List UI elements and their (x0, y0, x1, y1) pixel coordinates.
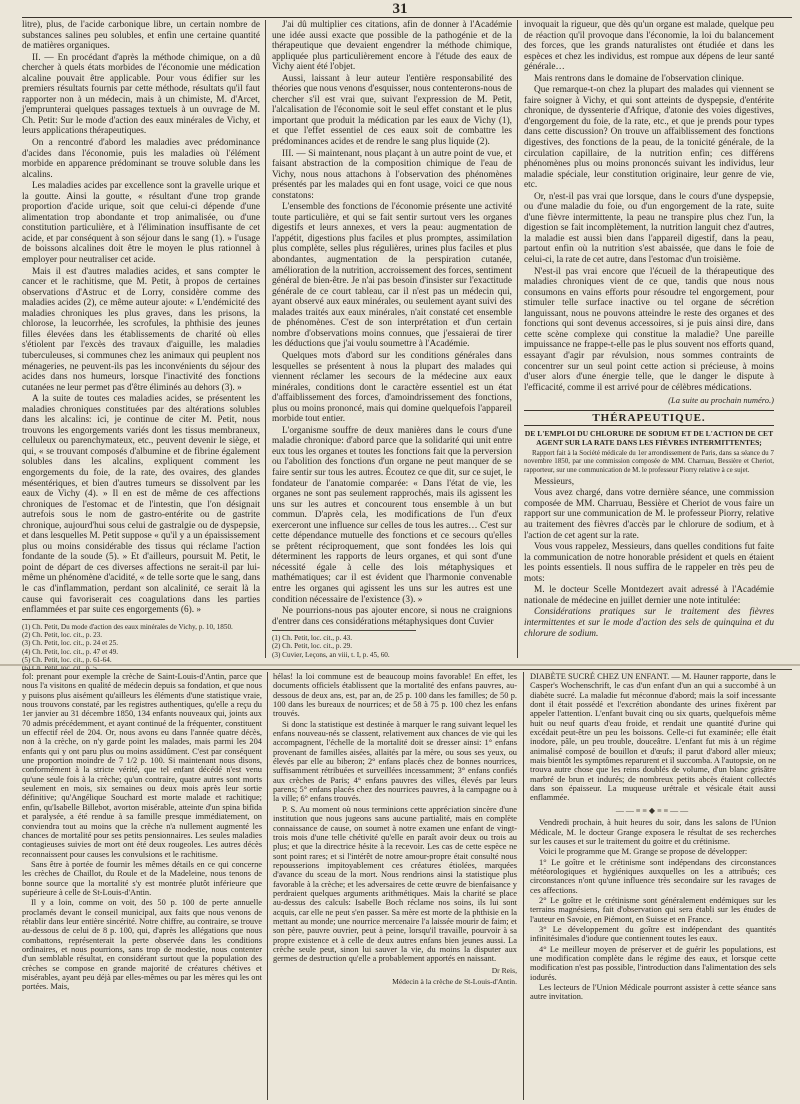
paragraph: 1° Le goître et le crétinisme sont indépendans des circonstances météorologiques et hygiéniques auxquelles on les a attribués; ces circonstances n'ont qu'une influence très secondaire sur les ravages de ces affections. (530, 857, 776, 895)
lower-column-3 (530, 672, 776, 1100)
footnote-rule (22, 619, 165, 620)
paragraph: invoquait la rigueur, que dès qu'un organe est malade, quelque peu de réaction qu'il provoque dans l'économie, la loi du balancement des forces, que les grands naturalistes ont étudiée et dans les espèces et chez les individus, est rompue aux dépens de leur santé générale… (524, 20, 774, 73)
paragraph: M. le docteur Scelle Montdezert avait adressé à l'Académie nationale de médecine en juillet dernier une note intitulée: (524, 585, 774, 606)
paragraph: L'organisme souffre de deux manières dans le cours d'une maladie chronique: d'abord parce que la solidarité qui unit entre eux tous les organes et toutes les fonctions fait que la perversion ou l'abolition des fonctions d'un organe ne peut manquer de se faire sentir sur tous les autres. Écoutez ce que dit, sur ce sujet, le fondateur de l'anatomie comparée: « Dans l'état de vie, les organes ne sont pas seulement rapprochés, mais ils agissent les uns sur les autres et concourent tous ensemble à un but commun. D'après cela, les modifications de l'un d'eux exerceront une influence sur celles de tous les autres… C'est sur cette dépendance mutuelle des fonctions et ce secours qu'elles se prêtent réciproquement, que sont fondées les lois qui déterminent les rapports de leurs organes, et qui sont d'une nécessité égale à celle des lois métaphysiques et mathématiques; car il est évident que l'harmonie convenable entre les organes qui agissent les uns sur les autres est une condition nécessaire de l'existence (3). » (272, 425, 512, 605)
footnote: (4) Ch. Petit, loc. cit., p. 47 et 49. (22, 647, 119, 656)
footnote: (1) Ch. Petit, Du mode d'action des eaux minérales de Vichy, p. 10, 1850. (22, 622, 233, 631)
upper-column-2 (272, 20, 512, 660)
lower-column-1 (22, 672, 262, 1100)
footnote-rule (272, 630, 416, 631)
paragraph: Voici le programme que M. Grange se propose de développer: (539, 847, 748, 857)
paragraph: J'ai dû multiplier ces citations, afin de donner à l'Académie une idée aussi exacte que possible de la pathogénie et de la thérapeutique que devaient engendrer la méthode chimique, appliquée plus particulièrement encore à l'étude des eaux de Vichy aient été l'objet. (272, 20, 512, 73)
paragraph: Ne pourrions-nous pas ajouter encore, si nous ne craignions d'entrer dans ces considérations métaphysiques dont Cuvier (272, 606, 512, 627)
paragraph: fol: prenant pour exemple la crèche de Saint-Louis-d'Antin, parce que nous l'a visitons en qualité de médecin depuis sa fondation, et que nous y puisons plus aisément qu'ailleurs les éléments d'une statistique vraie, nous trouvons constaté, par les registres authentiques, qu'elle a reçu du 1er janvier au 31 décembre 1850, 134 enfants nouveaux qui, joints aux 70 admis précédemment, et ayant continué de la fréquenter, constituent un effectif réel de 204. Or, nous avons eu dans l'année quatre décès, non à la crèche, on n'y garde point les malades, mais parmi les 204 enfants qui y ont paru plus ou moins assidûment. C'est par conséquent une proportion moindre de 7 1/2 p. 100. Si maintenant nous disons, conformément à la stricte vérité, que tel enfant décédé n'est venu qu'une seule fois à la crèche; qu'un contraire, quatre autres sont morts seulement en mois, six semaines ou deux mois après leur sortie définitive; qu'Angélique Souchard est morte malade et rachitique; enfin, qu'Isabelle Billebot, avorton misérable, atteinte d'un spina bifida et paralysée, a été rendue à sa famille presque immédiatement, on conviendra tout au moins que la crèche n'a nullement augmenté les chances de mortalité pour ses petits pensionnaires. Les seules maladies contagieuses suivies de mort ont été deux rougeoles. Les autres décès reconnaissent pour causes les convulsions et le rachitisme. (22, 672, 262, 859)
paragraph: Considérations pratiques sur le traitement des fièvres intermittentes et sur le mode d'action des sels de quinquina et du chlorure de sodium. (524, 607, 774, 639)
paragraph: A la suite de toutes ces maladies acides, se présentent les maladies chroniques constituées par des altérations solubles dans les alcalins: ici, je continue de citer M. Petit, nous trouvons les engorgements variés dont les tissus membraneux, celluleux ou parenchymateux, etc., peuvent devenir le siège, et qui, « se trouvant composés d'albumine et de fibrine également solubles dans les alcalins, expliquent comment les engorgements du foie, de la rate, des ovaires, des glandes mésentériques, et bien d'autres tumeurs se dissolvent par les eaux de Vichy (4). » Il en est de même de ces affections chroniques de l'estomac et de l'intestin, que l'on désignait autrefois sous le nom de gastro-entérite ou de gastrite chronique, aujourd'hui sous celui de gastralgie ou de dyspepsie, et dans lesquelles M. Petit suppose « qu'il y a un épaississement plus ou moins considérable des tissus qui réclame l'action fondante de la soude (5). » Et d'ailleurs, poursuit M. Petit, le point de départ de ces diverses affections ne serait-il par lui-même un phénomène d'acidité, « de telle sorte que le sang, dans le cas d'inflammation, perdant son alcalinité, ce serait là la cause qui favoriserait ces coagulations dans les parties enflammées et par suite ces engorgements (6). » (22, 394, 260, 616)
signature-name: Dr Reis, (491, 965, 517, 975)
article-heading: DE L'EMPLOI DU CHLORURE DE SODIUM ET DE L'ACTION DE CET AGENT SUR LA RATE DANS LES FIÈVRES INTERMITTENTES; (524, 429, 774, 448)
paragraph: Quelques mots d'abord sur les conditions générales dans lesquelles se présentent à nous la plupart des malades qui viennent réclamer les secours de la médecine aux eaux minérales, conditions dont le caractère essentiel est un état d'affaiblissement des forces, d'amoindrissement des fonctions, plus ou moins prononcé, mais qui domine quelquefois l'appareil morbide tout entier. (272, 350, 512, 425)
footnotes (272, 634, 512, 659)
paragraph: DIABÈTE SUCRÉ CHEZ UN ENFANT. — M. Hauner rapporte, dans le Casper's Wochenschrift, le cas d'un enfant d'un an qui a succombé à un diabète sucré. La maladie fut méconnue d'abord; mais la soif incessante dont il était possédé et l'excrétion abondante des urines fixèrent par appeler l'attention. L'enfant buvait cinq ou six quarts, quelquefois même huit ou neuf quarts d'eau froide, et rendait une quantité d'urine qui excédait peut-être un peu les boissons. Celle-ci fut examinée; elle était inodore, pâle, un peu trouble, douceâtre. L'enfant fut mis à un régime animalisé composé de bouillon et d'œufs; il parut d'abord aller mieux; mais bientôt les symptômes reparurent et il succomba. A l'autopsie, on ne trouva autre chose que les reins doublés de volume, d'un blanc grisâtre marbré de brun et indurés; de nombreux petits abcès étaient collectés dans son épaisseur. La muqueuse urétrale et vésicale était aussi enflammée. (530, 672, 776, 803)
paragraph: II. — En procédant d'après la méthode chimique, on a dû chercher à quels états morbides de l'économie une médication alcaline pouvait être applicable. Pour vous édifier sur les premiers résultats fournis par cette méthode, résultats qu'il faut rapporter non à un médecin, mais à un chimiste, M. d'Arcet, j'emprunterai quelques passages textuels à un ouvrage de M. Ch. Petit: Sur le mode d'action des eaux minérales de Vichy, et leurs applications thérapeutiques. (22, 52, 260, 137)
paragraph: Mais il est d'autres maladies acides, et sans compter le cancer et le rachitisme, que M. Petit, à propos de certaines observations d'Astruc et de Lorry, considère comme des maladies acides (2), ce même auteur ajoute: « L'endémicité des maladies chroniques les plus graves, dans les prisons, la chlorose, la leucorrhée, les scrofules, la phthisie des jeunes filles élevées dans les établissements de charité où elles s'étiolent par l'excès des travaux d'aiguille, les maladies tuberculeuses, si communes chez les animaux qui peuplent nos ménageries, ne peuvent-ils pas les inconvénients du séjour des acides dans nos humeurs, lorsque l'inactivité des fonctions cutanées ne leur permet pas d'être éliminés au dehors (3). » (22, 266, 260, 393)
paragraph: Les maladies acides par excellence sont la gravelle urique et la goutte. Ainsi la goutte, « résultant d'une trop grande proportion d'acide urique, soit que celui-ci dépende d'une alimentation trop abondante et trop animalisée, ou d'une constitution particulière, et à l'élimination insuffisante de cet acide, et par conséquent à son séjour dans le sang (1). » l'usage de boissons alcalines doit être le moyen le plus rationnel à employer pour neutraliser cet acide. (22, 181, 260, 266)
paragraph: Messieurs, (534, 476, 575, 487)
paragraph: Si donc la statistique est destinée à marquer le rang suivant lequel les enfans nouveau-nés se classent, relativement aux chances de vie qui les accompagnent, l'échelle de la mortalité doit se dresser ainsi: 1° enfans provenant de familles aisées, allaités par la mère, ou sous ses yeux, ou élevés par elle au biberon; 2° enfans placés chez de bonnes nourrices, suffisamment rétribuées et surveillées incessamment; 3° enfans confiés aux crèches de Paris; 4° enfans pauvres des villes, élevés par leurs parens; 5° enfans placés chez des nourrices pauvres, à la campagne ou à la ville; 6° enfans trouvés. (273, 719, 517, 804)
paragraph: III. — Si maintenant, nous plaçant à un autre point de vue, et faisant abstraction de la composition chimique de l'eau de Vichy, nous nous attachons à l'observation des phénomènes présentés par les malades qui en font usage, voici ce que nous constatons: (272, 148, 512, 201)
paragraph: Vendredi prochain, à huit heures du soir, dans les salons de l'Union Médicale, M. le docteur Grange exposera le résultat de ses recherches sur les causes et sur le traitement du goitre et du crétinisme. (530, 818, 776, 846)
paragraph: 3° Le développement du goître est indépendant des quantités infinitésimales d'iodure que contiennent toutes les eaux. (530, 924, 776, 944)
footnote: (2) Ch. Petit, loc. cit., p. 23. (22, 630, 103, 639)
paragraph: litre), plus, de l'acide carbonique libre, un certain nombre de substances salines peu solubles, et enfin une certaine quantité de matières organiques. (22, 20, 260, 52)
paragraph: Aussi, laissant à leur auteur l'entière responsabilité des théories que nous venons d'esquisser, nous contenterons-nous de chercher s'il est vrai que, suivant l'expression de M. Petit, l'alcalisation de l'économie soit le seul effet constant et le plus important que produit la médication par les eaux de Vichy (1), et que l'effet essentiel de ces eaux soit de combattre les prédominances acides et de rendre le sang plus liquide (2). (272, 73, 512, 148)
paragraph: On a rencontré d'abord les maladies avec prédominance d'acides dans l'économie, puis les maladies où l'élément morbide en apparence prédominant se trouve soluble dans les alcalins. (22, 138, 260, 180)
paragraph: Mais rentrons dans le domaine de l'observation clinique. (534, 73, 744, 84)
page-number: 31 (392, 1, 408, 17)
paragraph: Vous vous rappelez, Messieurs, dans quelles conditions fut faite la communication de notre honorable président et quels en étaient les points essentiels. Il nous suffira de le rappeler en très peu de mots: (524, 542, 774, 584)
footnote: (2) Ch. Petit, loc. cit., p. 29. (272, 642, 353, 651)
ornament-divider: ——≡≡◆≡≡—— (615, 805, 691, 815)
column-divider (517, 20, 518, 658)
header-rule (22, 17, 792, 18)
page-fold-rule (0, 664, 800, 666)
paragraph: Il y a loin, comme on voit, des 50 p. 100 de perte annuelle proclamés devant le conseil municipal, aux faits que nous venons de rétablir dans leur entière sincérité. Notre chiffre, au contraire, se trouve au-dessous de celui de 8 p. 100, qui, d'après les allégations que nous combattons, représenterait la perte observée dans les conditions ordinaires, et nous pourrions, sans trop de modestie, nous contenter d'un semblable résultat, en considérant surtout que la population des crèches se compose en grande majorité de créatures chétives et misérables, ayant peu déjà par elles-mêmes ou par les mères qui les ont portées. Mais, (22, 898, 262, 992)
section-title: THÉRAPEUTIQUE. (524, 410, 774, 427)
paragraph: 4° Le meilleur moyen de préserver et de guérir les populations, est une modification complète dans le régime des eaux, et lorsque cette modification n'est pas possible, l'introduction dans l'alimentation des sels iodurés. (530, 944, 776, 982)
footnote: (3) Cuvier, Leçons, an viii, t. I, p. 45, 60. (272, 650, 390, 659)
continuation-note: (La suite au prochain numéro.) (668, 395, 774, 406)
paragraph: Sans être à portée de fournir les mêmes détails en ce qui concerne les crèches de Chaillot, du Roule et de la Madeleine, nous tenons de bonne source que la mortalité s'y est montrée plutôt inférieure que supérieure à celle de St-Louis-d'Antin. (22, 859, 262, 897)
footnote: (3) Ch. Petit, loc. cit., p. 24 et 25. (22, 639, 119, 648)
column-divider (267, 672, 268, 1100)
paragraph: N'est-il pas vrai encore que l'écueil de la thérapeutique des maladies chroniques vient de ce que, tandis que nous nous consumons en vains efforts pour résoudre tel engorgement, pour stimuler telle surface inactive ou tel organe de sécrétion languissant, nous ne pouvons atteindre le reste des organes et des fonctions qui sont devenus accessoires, si je puis ainsi dire, dans cette scène complexe qui constitue la maladie? Une pareille impuissance ne frappe-t-elle pas le plus souvent nos efforts quand, essayant d'agir par révulsion, nous sommes contraints de concentrer sur un seul point cette action si précieuse, à moins d'user alors d'une énergie telle, que le danger le dispute à l'efficacité, comme il est arrivé pour de célèbres médications. (524, 266, 774, 393)
signature-title: Médecin à la crèche de St-Louis-d'Antin. (392, 976, 517, 986)
paragraph: Or, n'est-il pas vrai que lorsque, dans le cours d'une dyspepsie, ou d'une maladie du foie, ou d'un engorgement de la rate, suite d'une fièvre intermittente, la peau ne transpire plus chez l'un, la digestion se fait incomplètement, la nutrition languit chez d'autres, la maladie est aussi bien dans l'appareil digestif, dans la peau, partout enfin où la nutrition s'est abaissée, que dans le foie de celui-ci, la rate de cet autre, dans l'estomac d'un troisième. (524, 191, 774, 266)
upper-column-1 (22, 20, 260, 664)
section-rule (22, 669, 792, 670)
paragraph: Les lecteurs de l'Union Médicale pourront assister à cette séance sans autre invitation. (530, 983, 776, 1002)
paragraph: Vous avez chargé, dans votre dernière séance, une commission composée de MM. Charruau, Bessière et Cheriot de vous faire un rapport sur une communication de M. le professeur Piorry, relative au traitement des fièvres d'accès par le chlorure de sodium, et à l'action de cet agent sur la rate. (524, 488, 774, 541)
paragraph: hélas! la loi commune est de beaucoup moins favorable! En effet, les documents officiels établissent que la mortalité des enfans pauvres, au-dessous de deux ans, est, par an, de 25 p. 100 dans les familles; de 50 p. 100 dans les bureaux de nourrices; et de 58 à 75 p. 100 chez les enfans trouvés. (273, 672, 517, 719)
footnote: (5) Ch. Petit, loc. cit., p. 61-64. (22, 655, 112, 664)
upper-column-3 (524, 20, 774, 660)
column-divider (523, 672, 524, 1100)
article-subheading: Rapport fait à la Société médicale du 1er arrondissement de Paris, dans sa séance du 7 novembre 1850, par une commission composée de MM. Charruau, Bessière et Cheriot, rapporteur, sur une communication de M. le professeur Piorry relative à ce sujet. (524, 449, 774, 474)
paragraph: 2° Le goître et le crétinisme sont généralement endémiques sur les terrains magnésiens, fait d'observation qui sera établi sur les études de l'auteur en Savoie, en Piémont, en Suisse et en France. (530, 895, 776, 924)
lower-column-2 (273, 672, 517, 1100)
paragraph: L'ensemble des fonctions de l'économie présente une activité toute particulière, et qui se fait sentir surtout vers les organes digestifs et leurs annexes, et vers la peau: augmentation de l'appétit, digestions plus faciles et plus promptes, assimilation plus complète, selles plus régulières, urines plus faciles et plus abondantes, augmentation de la perspiration cutanée, amélioration de la nutrition, accroissement des forces, sentiment général de bien-être. Je n'ai pas besoin d'insister sur l'exactitude générale de ce court tableau, car il n'est pas un médecin qui, ayant observé aux eaux minérales, ou seulement ayant suivi des malades traités aux eaux minérales, n'ait constaté cet ensemble de phénomènes. C'est de son interprétation et d'un certain nombre d'observations moins connues, que j'essaierai de tirer les déductions que j'ai voulu soumettre à l'Académie. (272, 202, 512, 350)
footnote: (1) Ch. Petit, loc. cit., p. 43. (272, 634, 353, 643)
column-divider (265, 20, 266, 658)
paragraph: Que remarque-t-on chez la plupart des malades qui viennent se faire soigner à Vichy, et qui sont atteints de dyspepsie, d'entérite chronique, de dyssenterie d'Afrique, d'atonie des voies digestives, d'engorgement du foie, de la rate, etc., et que je prends pour types dans cette discussion? On trouve un affaiblissement des fonctions digestives, des fonctions de la peau, de la tonicité générale, de la circulation capillaire, de la nutrition enfin; ces différens phénomènes plus ou moins prononcés suivant les individus, leur maladie spéciale, leur constitution originaire, leur genre de vie, etc. (524, 85, 774, 191)
paragraph: P. S. Au moment où nous terminions cette appréciation sincère d'une institution que nous jugeons sans aucune partialité, mais en complète connaissance de cause, on soumet à notre examen une enfant de vingt-trois mois d'une telle chétivité qu'elle en paraît avoir deux ou trois au plus; et que la directrice hésite à la recevoir. Les cas de cette espèce ne sont point rares; et si l'intérêt de notre amour-propre était consulté nous repousserions impitoyablement ces créatures étiolées, marquées d'avance du sceau de la mort. Nous rendrions ainsi la statistique plus favorable à la crèche; et les adversaires de cette œuvre de bienfaisance y perdraient quelques arguments arithmétiques. Mais la charité se place au-dessus des calculs: Isabelle Boch réclame nos soins, ils lui sont acquis, car elle ne peut s'en passer. Sa mère est morte de la phthisie en la mettant au monde; une nourrice mercenaire l'a laissée mourir de faim; et son père, pauvre ouvrier, peut à peine, lorsqu'il travaille, pourvoir à sa propre existence et à celle de deux autres enfans bien jeunes aussi. La crèche seule peut, sinon lui sauver la vie, du moins la disputer aux germes de destruction qu'elle a probablement apportés en naissant. (273, 804, 517, 964)
